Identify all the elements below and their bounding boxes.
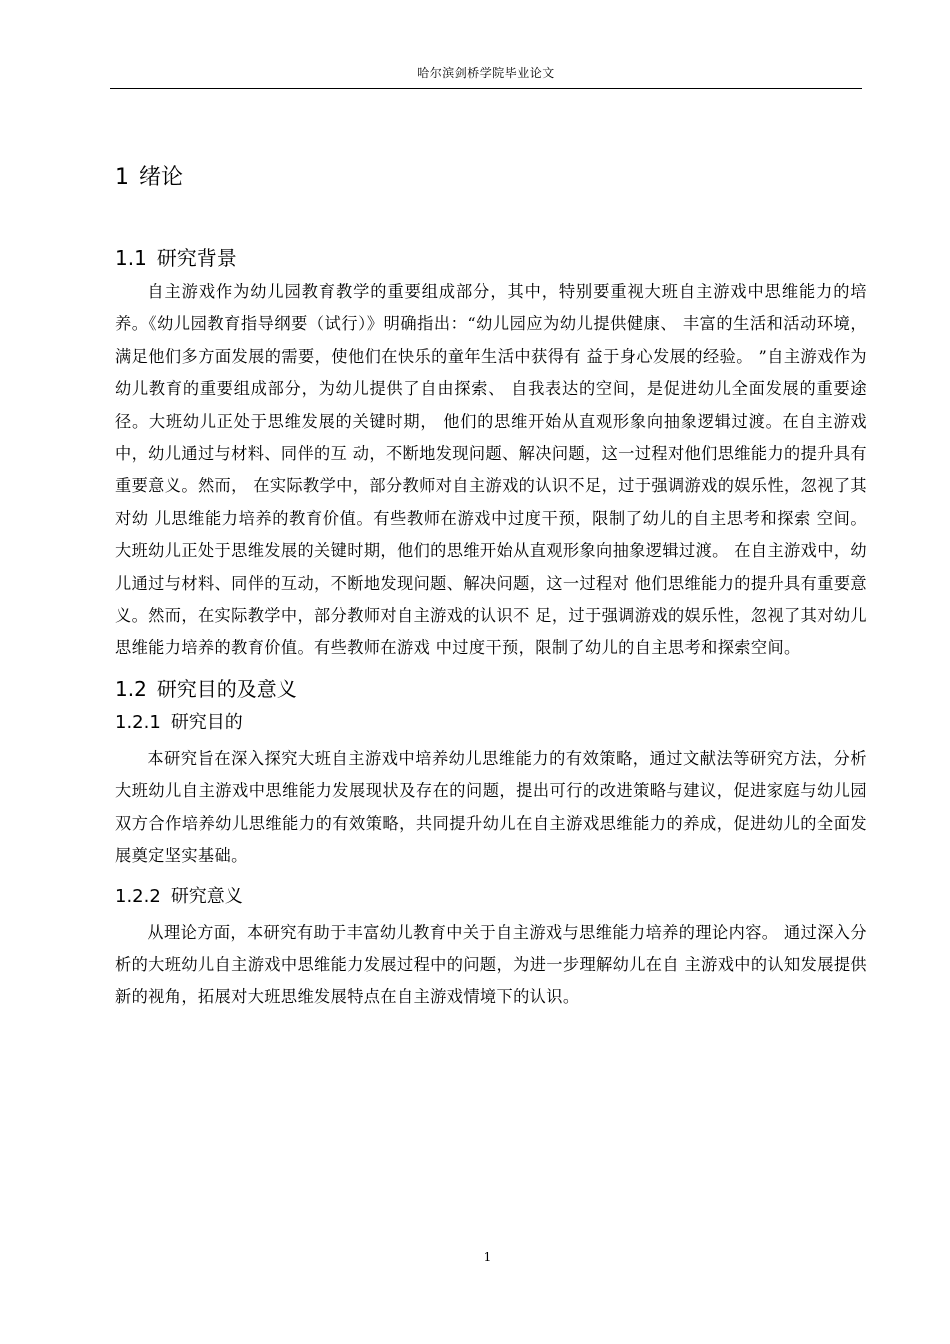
chapter-title: 绪论 <box>139 165 184 190</box>
purpose-paragraph: 本研究旨在深入探究大班自主游戏中培养幼儿思维能力的有效策略，通过文献法等研究方法，分析大班幼儿自主游戏中思维能力发展现状及存在的问题，提出可行的改进策略与建议，促进家庭与幼儿园双方合作培养幼儿思维能力的有效策略，共同提升幼儿在自主游戏思维能力的养成，促进幼儿的全面发展奠定坚实基础。 <box>115 748 867 866</box>
subsection-number: 1.2.1 <box>115 711 161 733</box>
significance-paragraph: 从理论方面，本研究有助于丰富幼儿教育中关于自主游戏与思维能力培养的理论内容。 通过深入分析的大班幼儿自主游戏中思维能力发展过程中的问题，为进一步理解幼儿在自 主游戏中的认知发展提供新的视角，拓展对大班思维发展特点在自主游戏情境下的认识。 <box>115 922 867 1007</box>
subsection-title: 研究意义 <box>170 885 243 907</box>
subsection-heading-1-2-1 <box>115 707 867 739</box>
subsection-heading-1-2-2 <box>115 881 867 913</box>
section-number: 1.1 <box>115 246 147 270</box>
subsection-number: 1.2.2 <box>115 885 161 907</box>
chapter-number: 1 <box>115 165 129 190</box>
page-header-title: 哈尔滨剑桥学院毕业论文 <box>417 66 555 80</box>
subsection-title: 研究目的 <box>170 711 243 733</box>
page-number: 1 <box>483 1250 492 1264</box>
section-heading-1-1 <box>115 242 867 274</box>
chapter-heading <box>115 158 867 198</box>
section-title: 研究背景 <box>156 246 237 270</box>
header-divider <box>110 88 862 89</box>
document-body <box>115 158 867 1022</box>
section-heading-1-2 <box>115 673 867 705</box>
section-number: 1.2 <box>115 676 147 701</box>
background-paragraph: 自主游戏作为幼儿园教育教学的重要组成部分，其中，特别要重视大班自主游戏中思维能力的培养。《幼儿园教育指导纲要（试行）》明确指出：“幼儿园应为幼儿提供健康、 丰富的生活和活动环境，满足他们多方面发展的需要，使他们在快乐的童年生活中获得有 益于身心发展的经验。 ”自主游戏作为幼儿教育的重要组成部分，为幼儿提供了自由探索、 自我表达的空间，是促进幼儿全面发展的重要途径。大班幼儿正处于思维发展的关键时期， 他们的思维开始从直观形象向抽象逻辑过渡。在自主游戏中，幼儿通过与材料、同伴的互 动，不断地发现问题、解决问题，这一过程对他们思维能力的提升具有重要意义。然而， 在实际教学中，部分教师对自主游戏的认识不足，过于强调游戏的娱乐性，忽视了其对幼 儿思维能力培养的教育价值。有些教师在游戏中过度干预，限制了幼儿的自主思考和探索 空间。大班幼儿正处于思维发展的关键时期，他们的思维开始从直观形象向抽象逻辑过渡。 在自主游戏中，幼儿通过与材料、同伴的互动，不断地发现问题、解决问题，这一过程对 他们思维能力的提升具有重要意义。然而，在实际教学中，部分教师对自主游戏的认识不 足，过于强调游戏的娱乐性，忽视了其对幼儿思维能力培养的教育价值。有些教师在游戏 中过度干预，限制了幼儿的自主思考和探索空间。 <box>115 282 867 658</box>
section-title: 研究目的及意义 <box>156 676 297 701</box>
